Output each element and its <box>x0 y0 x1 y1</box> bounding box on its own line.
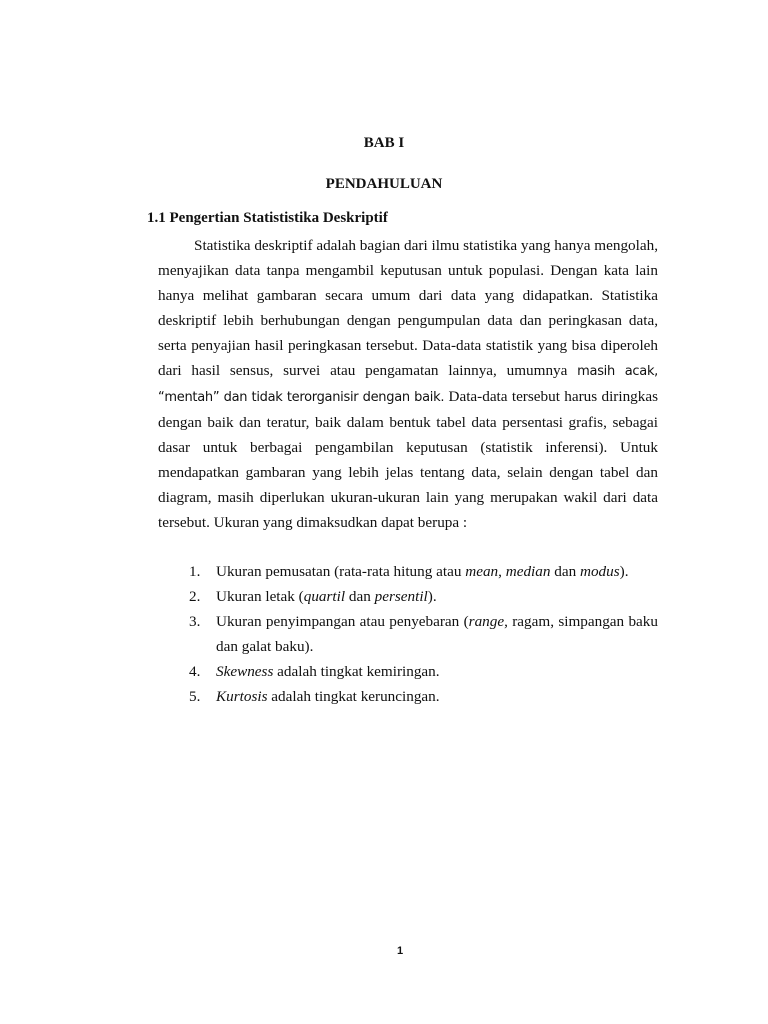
list-text: Ukuran pemusatan (rata-rata hitung atau <box>216 563 466 580</box>
list-text: , <box>498 563 506 580</box>
list-text: , ragam, simpangan baku dan galat baku). <box>216 613 658 655</box>
list-term: modus <box>579 563 620 580</box>
list-number: 5. <box>189 688 201 705</box>
list-term: Skewness <box>216 663 274 680</box>
section-heading: 1.1 Pengertian Statististika Deskriptif <box>147 210 388 226</box>
list-item <box>189 684 658 709</box>
list-term: range <box>468 613 505 630</box>
list-item <box>189 659 658 684</box>
list-text: Ukuran letak ( <box>216 588 304 605</box>
paragraph-text-2: masih acak, “mentah” dan tidak terorganisir dengan baik. <box>158 364 659 405</box>
list-text: dan <box>345 588 375 605</box>
list-item <box>189 584 658 609</box>
list-number: 3. <box>189 613 201 630</box>
list-term: quartil <box>303 588 346 605</box>
list-text: adalah tingkat keruncingan. <box>267 688 440 705</box>
list-number: 1. <box>189 563 201 580</box>
list-number: 2. <box>189 588 201 605</box>
list-number: 4. <box>189 663 201 680</box>
list-text: dan <box>550 563 580 580</box>
chapter-title: PENDAHULUAN <box>325 176 443 192</box>
paragraph-text-1: Statistika deskriptif adalah bagian dari ilmu statistika yang hanya mengolah, menyajikan data tanpa mengambil keputusan untuk populasi. Dengan kata lain hanya melihat gambaran secara umum dari data yang didapatkan. Statistika deskriptif lebih berhubungan dengan pengumpulan data dan peringkasan data, serta penyajian hasil peringkasan tersebut. Data-data statistik yang bisa diperoleh dari hasil sensus, survei atau pengamatan lainnya, umumnya <box>158 237 658 379</box>
paragraph-text-3: Data-data tersebut harus diringkas dengan baik dan teratur, baik dalam bentuk tabel data persentasi grafis, sebagai dasar untuk berbagai pengambilan keputusan (statistik inferensi). Untuk mendapatkan gambaran yang lebih jelas tentang data, selain dengan tabel dan diagram, masih diperlukan ukuran-ukuran lain yang merupakan wakil dari data tersebut. Ukuran yang dimaksudkan dapat berupa : <box>158 388 658 531</box>
list-term: persentil <box>374 588 428 605</box>
list-text: ). <box>619 563 629 580</box>
list-term: median <box>505 563 551 580</box>
body-paragraph <box>158 233 658 535</box>
list-item <box>189 559 658 584</box>
list-term: mean <box>465 563 499 580</box>
list-term: Kurtosis <box>216 688 268 705</box>
chapter-number: BAB I <box>363 135 405 151</box>
list-text: Ukuran penyimpangan atau penyebaran ( <box>216 613 469 630</box>
page-number: 1 <box>396 945 404 957</box>
list-text: adalah tingkat kemiringan. <box>273 663 440 680</box>
measures-list <box>189 559 658 709</box>
list-item <box>189 609 658 659</box>
list-text: ). <box>427 588 437 605</box>
